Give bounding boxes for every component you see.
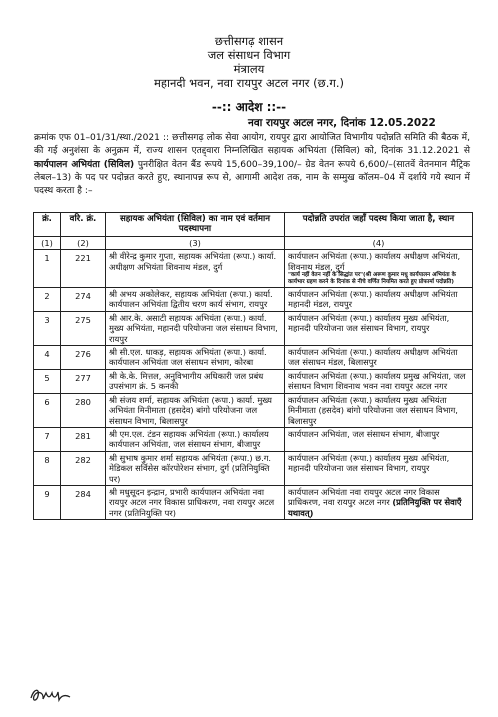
row-name: श्री सी.एल. धाकड़, सहायक अभियंता (रूपा.) कार्या. कार्यपालन अभियंता जल संसाधन संभाग, कोरबा (106, 346, 285, 370)
row-seniority: 284 (61, 485, 106, 519)
row-sn: 1 (34, 250, 61, 288)
row-seniority: 276 (61, 346, 106, 370)
row-name: श्री सुभाष कुमार शर्मा सहायक अभियंता (रूपा.) छ.ग. मेडिकल सर्विसेस कॉरपोरेशन संभाग, दुर्ग (प्रतिनियुक्ति पर) (106, 451, 285, 485)
row-place-text: कार्यपालन अभियंता (रूपा.) कार्यालय प्रमुख अभियंता, जल संसाधन विभाग शिवनाथ भवन नवा रायपुर अटल नगर (288, 370, 466, 392)
col-header-seniority: वरि. क्रं. (61, 213, 106, 237)
colnum-2: (2) (61, 236, 106, 249)
row-place-text: कार्यपालन अभियंता, जल संसाधन संभाग, बीजापुर (288, 428, 440, 439)
order-title: --:: आदेश ::-- (211, 100, 287, 114)
col-header-sn: क्रं. (34, 213, 61, 237)
row-sn: 7 (34, 427, 61, 451)
col-header-name: सहायक अभियंता (सिविल) का नाम एवं वर्तमान पदस्थापना (106, 213, 285, 237)
row-place (285, 288, 473, 312)
colnum-4: (4) (285, 236, 473, 249)
table-row (34, 250, 473, 288)
row-seniority: 275 (61, 311, 106, 345)
row-name: श्री एम.एल. टंडन सहायक अभियंता (रूपा.) कार्यालय कार्यपालन अभियंता, जल संसाधन संभाग, बीजापुर (106, 427, 285, 451)
table-row (34, 346, 473, 370)
table-row (34, 369, 473, 393)
row-seniority: 282 (61, 451, 106, 485)
row-sn: 2 (34, 288, 61, 312)
row-sn: 9 (34, 485, 61, 519)
row-name: श्री संजय शर्मा, सहायक अभियंता (रूपा.) कार्या. मुख्य अभियंता मिनीमाता (हसदेव) बांगो परियोजना जल संसाधन विभाग, बिलासपुर (106, 393, 285, 427)
colnum-3: (3) (106, 236, 285, 249)
row-name: श्री के.के. मित्तल, अनुविभागीय अधिकारी जल प्रबंध उपसंभाग क्रं. 5 कनकी (106, 369, 285, 393)
row-name: श्री अभय अकोलेकर, सहायक अभियंता (रूपा.) कार्या. कार्यपालन अभियंता द्वितीय चरण कार्य संभाग, रायपुर (106, 288, 285, 312)
table-row (34, 485, 473, 519)
col-header-place: पदोन्नति उपरांत जहाँ पदस्थ किया जाता है, स्थान (285, 213, 473, 237)
row-name: श्री मधुसूदन इन्द्रान, प्रभारी कार्यपालन अभियंता नवा रायपुर अटल नगर विकास प्राधिकरण, नवा रायपुर अटल नगर (प्रतिनियुक्ति पर) (106, 485, 285, 519)
row-place (285, 485, 473, 519)
row-place-note: "कार्य नहीं वेतन नहीं के सिद्धांत पर"(श्री अरूण कुमार मधु कार्यपालन अभियंता के कार्यभार ग्रहण करने के दिनांक से नीचे वर्णित नियमित करते हुए प्रोफार्मा पदोन्नति) (288, 272, 456, 286)
row-place (285, 346, 473, 370)
row-sn: 3 (34, 311, 61, 345)
order-paragraph (34, 132, 470, 198)
colnum-1: (1) (34, 236, 61, 249)
row-name: श्री आर.के. असाटी सहायक अभियंता (रूपा.) कार्या. मुख्य अभियंता, महानदी परियोजना जल संसाधन विभाग, रायपुर (106, 311, 285, 345)
row-place-text: कार्यपालन अभियंता (रूपा.) कार्यालय मुख्य अभियंता मिनीमाता (हसदेव) बांगो परियोजना जल संसाधन विभाग, बिलासपुर (288, 394, 458, 426)
table-row (34, 288, 473, 312)
row-sn: 8 (34, 451, 61, 485)
row-seniority: 274 (61, 288, 106, 312)
signature-mark (28, 684, 72, 706)
row-place (285, 427, 473, 451)
order-dateline: नवा रायपुर अटल नगर, दिनांक 12.05.2022 (248, 117, 436, 129)
row-place-text: कार्यपालन अभियंता (रूपा.) कार्यालय मुख्य अभियंता, महानदी परियोजना जल संसाधन विभाग, रायपुर (288, 452, 450, 474)
header-government: छत्तीसगढ़ शासन (214, 34, 284, 48)
posting-table (33, 212, 473, 520)
row-place-text: कार्यपालन अभियंता (रूपा.) कार्यालय अधीक्षण अभियंता, शिवनाथ मंडल, दुर्ग (288, 251, 461, 272)
row-sn: 4 (34, 346, 61, 370)
table-colnum-row (34, 236, 473, 249)
table-row (34, 451, 473, 485)
row-seniority: 221 (61, 250, 106, 288)
paragraph-part-1: क्रमांक एफ 01–01/31/स्था./2021 :: छत्तीसगढ़ लोक सेवा आयोग, रायपुर द्वारा आयोजित विभागीय पदोन्नति समिति की बैठक में, की गई अनुशंसा के अनुक्रम में, राज्य शासन एतद्द्वारा निम्नलिखित सहायक अभियंता (सिविल) को, दिनांक 31.12.2021 से (34, 133, 470, 157)
row-sn: 6 (34, 393, 61, 427)
header-address: महानदी भवन, नवा रायपुर अटल नगर (छ.ग.) (154, 76, 344, 90)
row-place-text: कार्यपालन अभियंता (रूपा.) कार्यालय मुख्य अभियंता, महानदी परियोजना जल संसाधन विभाग, रायपुर (288, 312, 450, 334)
row-place-bold-tail: (प्रतिनियुक्ति पर सेवाएँ यथावत्) (288, 497, 462, 518)
table-row (34, 311, 473, 345)
paragraph-part-2: पुनरीक्षित वेतन बैंड रूपये 15,600–39,100/– ग्रेड वेतन रूपये 6,600/–(सातवें वेतनमान मैट्रिक लेबल–13) के पद पर पदोन्नत करते हुए, स्थानापन्न रूप से, आगामी आदेश तक, नाम के सम्मुख कॉलम–04 में दर्शाये गये स्थान में पदस्थ करता है :– (34, 159, 470, 197)
table-row (34, 427, 473, 451)
row-seniority: 281 (61, 427, 106, 451)
row-place (285, 451, 473, 485)
row-place (285, 250, 473, 288)
header-department: जल संसाधन विभाग (207, 48, 291, 62)
table-header-row (34, 213, 473, 237)
row-place-text: कार्यपालन अभियंता नवा रायपुर अटल नगर विकास प्राधिकरण, नवा रायपुर अटल नगर (288, 486, 440, 508)
paragraph-bold-post: कार्यपालन अभियंता (सिविल) (34, 159, 135, 170)
row-sn: 5 (34, 369, 61, 393)
row-seniority: 277 (61, 369, 106, 393)
row-seniority: 280 (61, 393, 106, 427)
row-place (285, 311, 473, 345)
table-row (34, 393, 473, 427)
row-place (285, 369, 473, 393)
row-place-text: कार्यपालन अभियंता (रूपा.) कार्यालय अधीक्षण अभियंता महानदी मंडल, रायपुर (288, 289, 458, 310)
row-name: श्री वीरेन्द्र कुमार गुप्ता, सहायक अभियंता (रूपा.) कार्या. अधीक्षण अभियंता शिवनाथ मंडल, दुर्ग (106, 250, 285, 288)
header-ministry: मंत्रालय (233, 62, 265, 76)
row-place (285, 393, 473, 427)
row-place-text: कार्यपालन अभियंता (रूपा.) कार्यालय अधीक्षण अभियंता जल संसाधन मंडल, बिलासपुर (288, 347, 458, 368)
